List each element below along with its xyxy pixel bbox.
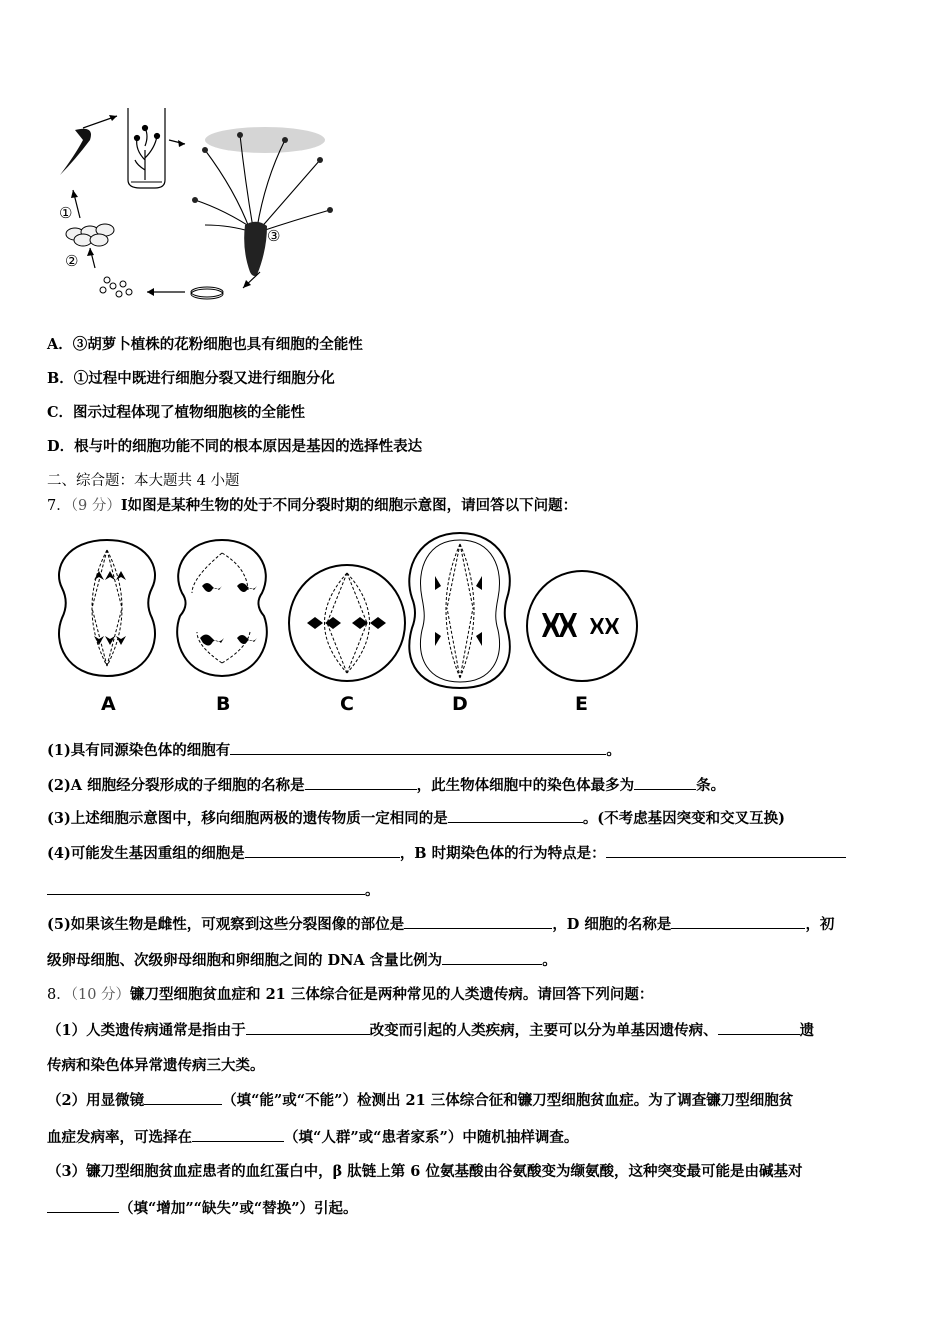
section-heading: 二、综合题：本大题共 4 小题 bbox=[47, 473, 240, 489]
q7-part1: (1)具有同源染色体的细胞有 。 bbox=[47, 742, 621, 759]
cell-division-figure bbox=[52, 528, 642, 718]
answer-blank[interactable] bbox=[246, 1020, 370, 1035]
option-b: B．①过程中既进行细胞分裂又进行细胞分化 bbox=[47, 370, 335, 387]
carrot-root bbox=[244, 222, 267, 276]
step-1-label: ① bbox=[59, 204, 73, 222]
cell-label-e: E bbox=[575, 693, 588, 715]
option-a: A．③胡萝卜植株的花粉细胞也具有细胞的全能性 bbox=[47, 336, 363, 353]
answer-blank[interactable] bbox=[305, 775, 417, 790]
answer-blank[interactable] bbox=[606, 843, 846, 858]
q8-part1: （1）人类遗传病通常是指由于 改变而引起的人类疾病，主要可以分为单基因遗传病、 遗 bbox=[47, 1022, 815, 1039]
answer-blank[interactable] bbox=[634, 775, 696, 790]
q8-part2: （2）用显微镜 （填“能”或“不能”）检测出 21 三体综合征和镰刀型细胞贫血症。为了调查镰刀型细胞贫 bbox=[47, 1092, 794, 1109]
callus-cells bbox=[66, 224, 114, 246]
answer-blank[interactable] bbox=[718, 1020, 800, 1035]
cell-label-b: B bbox=[216, 693, 231, 715]
petri-dish bbox=[191, 287, 223, 299]
cell-label-c: C bbox=[340, 693, 354, 715]
q7-part5-cont: 级卵母细胞、次级卵母细胞和卵细胞之间的 DNA 含量比例为 。 bbox=[47, 952, 557, 969]
answer-blank[interactable] bbox=[47, 880, 365, 895]
q8-intro: 8．（10 分）镰刀型细胞贫血症和 21 三体综合征是两种常见的人类遗传病。请回答下列问题： bbox=[47, 986, 654, 1003]
option-d: D．根与叶的细胞功能不同的根本原因是基因的选择性表达 bbox=[47, 438, 423, 455]
answer-blank[interactable] bbox=[47, 1198, 119, 1213]
step-3-label: ③ bbox=[267, 227, 281, 245]
answer-blank[interactable] bbox=[448, 808, 583, 823]
q7-part2: (2)A 细胞经分裂形成的子细胞的名称是 ，此生物体细胞中的染色体最多为 条。 bbox=[47, 777, 726, 794]
cell-b-outline bbox=[177, 540, 267, 676]
carrot-plant bbox=[192, 127, 333, 276]
answer-blank[interactable] bbox=[245, 843, 400, 858]
cell-c-outline bbox=[289, 565, 405, 681]
cell-label-a: A bbox=[101, 693, 116, 715]
q8-part2-cont: 血症发病率，可选择在 （填“人群”或“患者家系”）中随机抽样调查。 bbox=[47, 1129, 579, 1146]
q7-part4-cont: 。 bbox=[47, 880, 380, 901]
explant-shape bbox=[60, 129, 91, 175]
q8-part1-cont: 传病和染色体异常遗传病三大类。 bbox=[47, 1057, 265, 1074]
q7-part4: (4)可能发生基因重组的细胞是 ，B 时期染色体的行为特点是： bbox=[47, 843, 846, 864]
q7-part5: (5)如果该生物是雌性，可观察到这些分裂图像的部位是 ，D 细胞的名称是 ，初 bbox=[47, 916, 835, 933]
answer-blank[interactable] bbox=[404, 914, 552, 929]
cell-e-outline bbox=[527, 571, 637, 681]
dispersed-cells bbox=[100, 277, 132, 297]
answer-blank[interactable] bbox=[144, 1090, 222, 1105]
answer-blank[interactable] bbox=[442, 950, 542, 965]
answer-blank[interactable] bbox=[230, 740, 606, 755]
cell-a-outline bbox=[59, 540, 155, 676]
tissue-culture-figure bbox=[45, 100, 345, 310]
option-c: C．图示过程体现了植物细胞核的全能性 bbox=[47, 404, 306, 421]
cell-label-d: D bbox=[452, 693, 468, 715]
q7-part3: (3)上述细胞示意图中，移向细胞两极的遗传物质一定相同的是 。(不考虑基因突变和交叉互换) bbox=[47, 810, 786, 827]
q7-intro: 7．（9 分）Ⅰ如图是某种生物的处于不同分裂时期的细胞示意图，请回答以下问题： bbox=[47, 497, 578, 514]
q8-part3-cont: （填“增加”“缺失”或“替换”）引起。 bbox=[47, 1198, 358, 1219]
test-tube bbox=[128, 108, 165, 188]
answer-blank[interactable] bbox=[671, 914, 805, 929]
q8-part3: （3）镰刀型细胞贫血症患者的血红蛋白中，β 肽链上第 6 位氨基酸由谷氨酸变为缬氨酸，这种突变最可能是由碱基对 bbox=[47, 1163, 803, 1180]
step-2-label: ② bbox=[65, 252, 79, 270]
answer-blank[interactable] bbox=[192, 1127, 284, 1142]
